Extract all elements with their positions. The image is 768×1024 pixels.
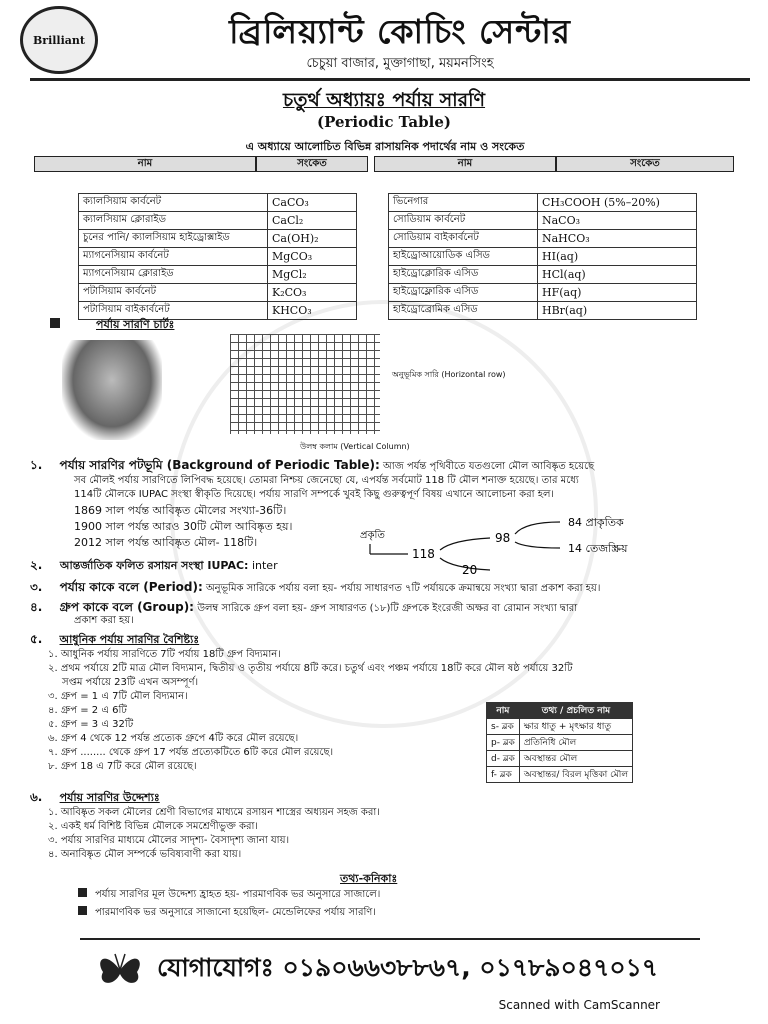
year-1900: 1900 সাল পর্যন্ত আরও 30টি মৌল আবিষ্কৃত হয়। <box>74 520 293 533</box>
block-cell: অবস্থান্তর/ বিরল মৃত্তিকা মৌল <box>519 767 632 783</box>
scanner-watermark: Scanned with CamScanner <box>498 998 660 1012</box>
block-table-head <box>487 703 633 719</box>
compound-formula: HBr(aq) <box>538 302 697 320</box>
element-count-diagram <box>340 508 680 580</box>
chapter-title: চতুর্থ অধ্যায়ঃ পর্যায় সারণি <box>282 89 486 111</box>
header-rule <box>30 78 750 81</box>
compound-row <box>389 194 697 212</box>
point-1-text: 114টি মৌলকে IUPAC সংস্থা স্বীকৃতি দিয়েছে। পর্যায় সারণি সম্পর্কে খুবই কিছু গুরুত্বপূর্ণ বিষয় এখানে আলোচনা করা হল। <box>74 489 554 500</box>
compound-formula: K₂CO₃ <box>268 284 357 302</box>
column-label: উলম্ব কলাম (Vertical Column) <box>300 442 410 451</box>
compound-formula: KHCO₃ <box>268 302 357 320</box>
point-3-title: পর্যায় কাকে বলে (Period): <box>59 580 203 594</box>
right-compound-table <box>388 193 697 320</box>
feature-item: ৩. গ্রুপ = 1 এ 7টি মৌল বিদ্যমান। <box>48 691 188 702</box>
point-number: ১. <box>30 458 43 472</box>
header-name: নাম <box>34 156 256 172</box>
compound-intro: এ অধ্যায়ে আলোচিত বিভিন্ন রাসায়নিক পদার্থের নাম ও সংকেত <box>245 140 525 153</box>
point-6 <box>30 790 160 806</box>
feature-item: ১. আধুনিক পর্যায় সারণিতে 7টি পর্যায় 18টি গ্রুপ বিদ্যমান। <box>48 649 281 660</box>
diagram-arrow <box>515 542 560 548</box>
block-cell: অবস্থান্তর মৌল <box>519 751 632 767</box>
diagram-20: 20 <box>462 563 478 577</box>
objective-item: ২. একই ধর্ম বিশিষ্ট বিভিন্ন মৌলকে সমশ্রেণীভুক্ত করা। <box>48 821 258 832</box>
point-5-title: আধুনিক পর্যায় সারণির বৈশিষ্ট্যঃ <box>59 633 200 646</box>
block-row <box>487 735 633 751</box>
compound-formula: CH₃COOH (5%–20%) <box>538 194 697 212</box>
diagram-84: 84 প্রাকৃতিক <box>568 516 624 529</box>
objective-item: ৪. অনাবিষ্কৃত মৌল সম্পর্কে ভবিষ্যবাণী করা যায়। <box>48 849 242 860</box>
feature-item: ৪. গ্রুপ = 2 এ 6টি <box>48 705 127 716</box>
mendeleev-portrait <box>62 340 162 440</box>
block-row <box>487 767 633 783</box>
point-1-text: সব মৌলই পর্যায় সারণিতে লিপিবদ্ধ হয়েছে। তোমরা নিশ্চয় জেনেছো যে, এপর্যন্ত সর্বমোট 118 টি মৌল শনাক্ত হয়েছে। তার মধ্যে <box>74 475 579 486</box>
block-cell: ক্ষার ধাতু + মৃৎক্ষার ধাতু <box>519 719 632 735</box>
block-cell: f- ব্লক <box>487 767 520 783</box>
compound-row <box>389 212 697 230</box>
point-number: ৩. <box>30 580 43 594</box>
compound-formula: Ca(OH)₂ <box>268 230 357 248</box>
compound-name: ভিনেগার <box>389 194 538 212</box>
point-6-title: পর্যায় সারণির উদ্দেশ্যঃ <box>59 791 160 804</box>
compound-name: চুনের পানি/ ক্যালসিয়াম হাইড্রোক্সাইড <box>79 230 268 248</box>
diagram-root: প্রকৃতি <box>360 530 385 541</box>
feature-item: সপ্তম পর্যায়ে 23টি এখন অসম্পূর্ণ। <box>62 677 199 688</box>
compound-formula: MgCO₃ <box>268 248 357 266</box>
compound-formula: NaHCO₃ <box>538 230 697 248</box>
diagram-98: 98 <box>495 531 511 545</box>
table-header-left <box>34 156 368 172</box>
compound-formula: HCl(aq) <box>538 266 697 284</box>
point-3-text: অনুভূমিক সারিকে পর্যায় বলা হয়- পর্যায় সাধারণত ৭টি পর্যায়কে ক্রমান্বয়ে সংখ্যা দ্বারা প্রকাশ করা হয়। <box>206 583 601 594</box>
header-symbol: সংকেত <box>556 156 734 172</box>
compound-formula: HI(aq) <box>538 248 697 266</box>
compound-name: হাইড্রোব্রোমিক এসিড <box>389 302 538 320</box>
feature-item: ২. প্রথম পর্যায়ে 2টি মাত্র মৌল বিদ্যমান, দ্বিতীয় ও তৃতীয় পর্যায়ে 8টি করে। চতুর্থ এবং পঞ্চম পর্যায়ে 18টি করে মৌল ষষ্ঠ পর্যায়ে 32টি <box>48 663 573 674</box>
info-text: পারমাণবিক ভর অনুসারে সাজানো হয়েছিল- মেন্ডেলিফের পর্যায় সারণি। <box>95 907 376 918</box>
block-row <box>487 751 633 767</box>
block-cell: s- ব্লক <box>487 719 520 735</box>
footer-rule <box>80 938 700 940</box>
block-table <box>486 702 633 783</box>
compound-name: পটাসিয়াম বাইকার্বনেট <box>79 302 268 320</box>
point-number: ৫. <box>30 632 43 646</box>
diagram-arrow <box>515 522 560 534</box>
info-list <box>78 888 380 924</box>
info-text: পর্যায় সারণির মূল উদ্দেশ্য হ্রাহত হয়- পারমাণবিক ভর অনুসারে সাজালে। <box>95 889 381 900</box>
info-item <box>78 888 380 902</box>
periodic-grid-sketch <box>230 334 380 434</box>
compound-row <box>389 284 697 302</box>
point-3 <box>30 580 600 596</box>
year-1869: 1869 সাল পর্যন্ত আবিষ্কৃত মৌলের সংখ্যা-36টি। <box>74 504 287 517</box>
header-symbol: সংকেত <box>256 156 368 172</box>
point-5 <box>30 632 199 648</box>
compound-name: পটাসিয়াম কার্বনেট <box>79 284 268 302</box>
compound-formula: MgCl₂ <box>268 266 357 284</box>
diagram-arrow <box>440 538 490 550</box>
info-item <box>78 906 380 920</box>
info-title: তথ্য-কনিকাঃ <box>340 872 398 885</box>
header-name: নাম <box>374 156 556 172</box>
feature-item: ৮. গ্রুপ 18 এ 7টি করে মৌল রয়েছে। <box>48 761 197 772</box>
row-label: অনুভূমিক সারি (Horizontal row) <box>392 370 506 379</box>
year-2012: 2012 সাল পর্যন্ত আবিষ্কৃত মৌল- 118টি। <box>74 536 258 549</box>
block-row <box>487 719 633 735</box>
feature-item: ৫. গ্রুপ = 3 এ 32টি <box>48 719 134 730</box>
objective-item: ১. আবিষ্কৃত সকল মৌলের শ্রেণী বিভাগের মাধ্যমে রসায়ন শাস্ত্রের অধ্যয়ন সহজ করা। <box>48 807 380 818</box>
block-cell: p- ব্লক <box>487 735 520 751</box>
compound-row <box>389 248 697 266</box>
point-1-text: আজ পর্যন্ত পৃথিবীতে যতগুলো মৌল আবিষ্কৃত হয়েছে <box>383 461 595 472</box>
feature-item: ৬. গ্রুপ 4 থেকে 12 পর্যন্ত প্রত্যেক গ্রুপে 4টি করে মৌল রয়েছে। <box>48 733 299 744</box>
chart-section-title: পর্যায় সারণি চার্টঃ <box>96 318 175 331</box>
table-header-right <box>374 156 734 172</box>
compound-name: হাইড্রোফ্লোরিক এসিড <box>389 284 538 302</box>
compound-name: ক্যালসিয়াম কার্বনেট <box>79 194 268 212</box>
compound-formula: CaCO₃ <box>268 194 357 212</box>
compound-name: সোডিয়াম বাইকার্বনেট <box>389 230 538 248</box>
center-address: চেচুয়া বাজার, মুক্তাগাছা, ময়মনসিংহ <box>306 56 494 71</box>
block-head-cell: তথ্য / প্রচলিত নাম <box>519 703 632 719</box>
block-cell: প্রতিনিধি মৌল <box>519 735 632 751</box>
coaching-logo <box>20 6 98 74</box>
center-title: ব্রিলিয়্যান্ট কোচিং সেন্টার <box>229 12 571 51</box>
compound-row <box>79 284 357 302</box>
compound-name: ক্যালসিয়াম ক্লোরাইড <box>79 212 268 230</box>
point-2-title: আন্তর্জাতিক ফলিত রসায়ন সংস্থা IUPAC: <box>59 559 249 572</box>
compound-name: ম্যাগনেসিয়াম কার্বনেট <box>79 248 268 266</box>
diagram-total: 118 <box>412 547 435 561</box>
compound-row <box>79 194 357 212</box>
point-1-title: পর্যায় সারণির পটভূমি (Background of Periodic Table): <box>59 458 380 472</box>
contact-line <box>95 948 715 991</box>
point-2-suffix: inter <box>251 559 278 572</box>
point-number: ৬. <box>30 790 43 804</box>
point-number: ২. <box>30 558 43 572</box>
compound-row <box>79 212 357 230</box>
bullet-square <box>50 318 60 328</box>
left-compound-table <box>78 193 357 320</box>
bullet-square <box>78 906 87 915</box>
point-4-text: উলম্ব সারিকে গ্রুপ বলা হয়- গ্রুপ সাধারণত (১৮)টি গ্রুপকে ইংরেজী অক্ষর বা রোমান সংখ্যা দ্বারা <box>197 603 578 614</box>
point-2 <box>30 558 278 573</box>
compound-name: হাইড্রোআয়োডিক এসিড <box>389 248 538 266</box>
chapter-title-en: (Periodic Table) <box>317 113 451 131</box>
compound-row <box>79 230 357 248</box>
point-4-title: গ্রুপ কাকে বলে (Group): <box>59 600 194 614</box>
logo-text: Brilliant <box>32 33 85 47</box>
compound-formula: NaCO₃ <box>538 212 697 230</box>
compound-row <box>79 248 357 266</box>
compound-name: ম্যাগনেসিয়াম ক্লোরাইড <box>79 266 268 284</box>
compound-name: হাইড্রোক্লোরিক এসিড <box>389 266 538 284</box>
diagram-14: 14 তেজস্ক্রিয় <box>568 542 628 555</box>
compound-row <box>79 266 357 284</box>
block-cell: d- ব্লক <box>487 751 520 767</box>
point-number: ৪. <box>30 600 43 614</box>
compound-row <box>389 230 697 248</box>
compound-row <box>389 266 697 284</box>
point-1-heading <box>30 458 594 474</box>
block-head-cell: নাম <box>487 703 520 719</box>
feature-item: ৭. গ্রুপ ........ থেকে গ্রুপ 17 পর্যন্ত প্রত্যেকটিতে 6টি করে মৌল রয়েছে। <box>48 747 334 758</box>
butterfly-icon <box>95 950 145 990</box>
bullet-square <box>78 888 87 897</box>
compound-formula: CaCl₂ <box>268 212 357 230</box>
contact-numbers: যোগাযোগঃ ০১৯০৬৬৩৮৮৬৭, ০১৭৮৯০৪৭০১৭ <box>157 953 659 982</box>
compound-name: সোডিয়াম কার্বনেট <box>389 212 538 230</box>
point-6-list <box>48 806 380 862</box>
objective-item: ৩. পর্যায় সারণির মাধ্যমে মৌলের সাদৃশ্য- বৈসাদৃশ্য জানা যায়। <box>48 835 290 846</box>
compound-formula: HF(aq) <box>538 284 697 302</box>
point-4-text: প্রকাশ করা হয়। <box>74 615 134 626</box>
compound-row <box>389 302 697 320</box>
